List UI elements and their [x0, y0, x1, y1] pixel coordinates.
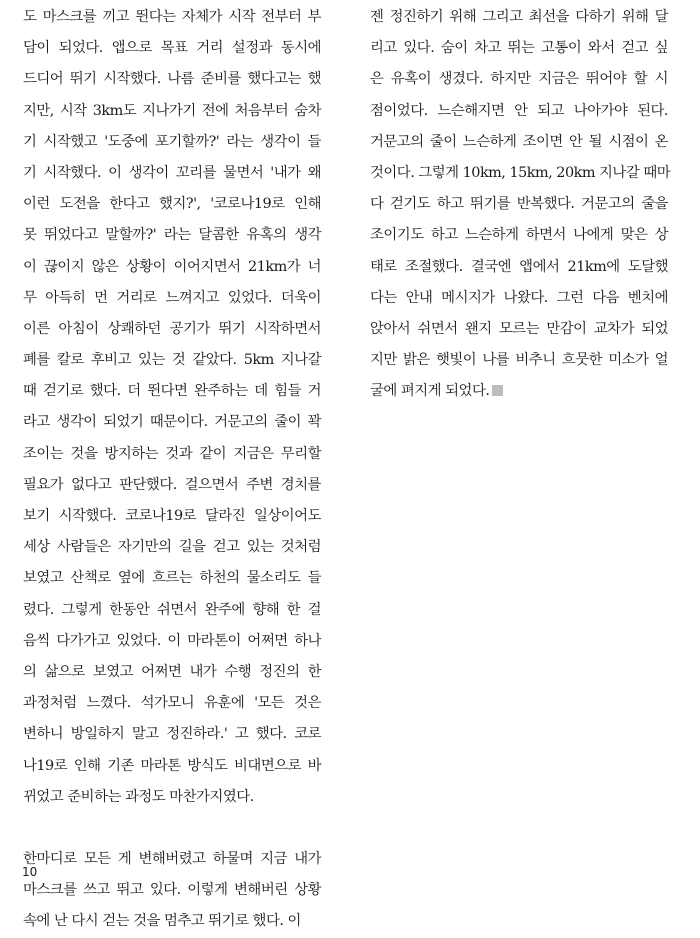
text-line: [23, 33, 321, 64]
text-line-content: 도 마스크를 끼고 뛴다는 자체가 시작 전부터 부: [23, 9, 321, 25]
text-line: [23, 595, 321, 626]
text-line: [370, 64, 668, 95]
text-line-content: 못 뛰었다고 말할까?' 라는 달콤한 유혹의 생각: [23, 227, 321, 244]
text-line: [23, 470, 321, 501]
paragraph-2: [23, 844, 321, 938]
text-line-content: 조이기도 하고 느슨하게 하면서 나에게 맞은 상: [370, 227, 668, 244]
text-line: [23, 657, 321, 688]
paragraph-3: [370, 2, 671, 407]
text-line-content: 이 끊이지 않은 상황이 이어지면서 21km가 너: [23, 258, 321, 275]
text-line-content: 젠 정진하기 위해 그리고 최선을 다하기 위해 달: [370, 9, 668, 25]
text-line: [23, 875, 321, 906]
text-line-content: 뀌었고 준비하는 과정도 마찬가지였다.: [23, 788, 254, 805]
text-line-content: 과정처럼 느꼈다. 석가모니 유훈에 '모든 것은: [23, 695, 321, 712]
left-column: [23, 2, 321, 938]
text-line-content: 기 시작했다. 이 생각이 꼬리를 물면서 '내가 왜: [23, 164, 321, 181]
text-line-content: 변하니 방일하지 말고 정진하라.' 고 했다. 코로: [23, 726, 321, 743]
text-line-content: 태로 조절했다. 결국엔 앱에서 21km에 도달했: [370, 258, 668, 275]
text-line-content: 지만, 시작 3km도 지나가기 전에 처음부터 숨차: [23, 102, 321, 119]
right-column: [370, 2, 671, 407]
text-line: [370, 376, 668, 407]
text-line: [23, 2, 321, 33]
paragraph-gap: [23, 813, 321, 844]
text-line-content: 조이는 것을 방지하는 것과 같이 지금은 무리할: [23, 445, 321, 462]
text-line: [23, 844, 321, 875]
text-line: [23, 439, 321, 470]
text-line-content: 은 유혹이 생겼다. 하지만 지금은 뛰어야 할 시: [370, 71, 668, 88]
text-line: [23, 906, 321, 937]
text-line: [23, 719, 321, 750]
text-line: [370, 158, 671, 189]
text-line: [370, 189, 668, 220]
text-line: [23, 96, 321, 127]
text-line-content: 음씩 다가가고 있었다. 이 마라톤이 어쩌면 하나: [23, 632, 321, 649]
text-line-content: 렸다. 그렇게 한동안 쉬면서 완주에 향해 한 걸: [23, 601, 321, 618]
page-number: 10: [22, 865, 38, 879]
text-line: [23, 158, 321, 189]
text-line: [23, 563, 321, 594]
text-line: [23, 127, 321, 158]
text-line: [23, 626, 321, 657]
text-line-content: 나19로 인해 기존 마라톤 방식도 비대면으로 바: [23, 757, 321, 774]
text-line-content: 드디어 뛰기 시작했다. 나름 준비를 했다고는 했: [23, 71, 321, 88]
text-line-content: 필요가 없다고 판단했다. 걸으면서 주변 경치를: [23, 476, 321, 493]
text-line: [23, 345, 321, 376]
text-line-content: 거문고의 줄이 느슨하게 조이면 안 될 시점이 온: [370, 133, 668, 150]
text-line-content: 굴에 펴지게 되었다.: [370, 383, 490, 400]
text-line: [23, 376, 321, 407]
text-line: [370, 33, 668, 64]
text-line-content: 이런 도전을 한다고 했지?', '코로나19로 인해: [23, 196, 321, 213]
text-line: [370, 314, 668, 345]
text-line: [23, 64, 321, 95]
text-line: [23, 688, 321, 719]
text-line-content: 마스크를 쓰고 뛰고 있다. 이렇게 변해버린 상황: [23, 882, 321, 899]
paragraph-1: [23, 2, 321, 813]
text-line: [23, 189, 321, 220]
text-line-content: 폐를 칼로 후비고 있는 것 같았다. 5km 지나갈: [23, 352, 321, 369]
text-line-content: 지만 밝은 햇빛이 나를 비추니 흐뭇한 미소가 얼: [370, 352, 668, 369]
text-line: [370, 96, 668, 127]
text-line-content: 담이 되었다. 앱으로 목표 거리 설정과 동시에: [23, 40, 321, 57]
text-line-content: 세상 사람들은 자기만의 길을 걷고 있는 것처럼: [23, 539, 321, 556]
text-line: [23, 407, 321, 438]
end-of-article-mark: [492, 385, 503, 396]
text-line: [370, 2, 668, 33]
text-line-content: 때 걷기로 했다. 더 뛴다면 완주하는 데 힘들 거: [23, 383, 321, 400]
text-line: [23, 782, 321, 813]
text-line: [23, 220, 321, 251]
text-line-content: 라고 생각이 되었기 때문이다. 거문고의 줄이 꽉: [23, 414, 321, 431]
text-line-content: 기 시작했고 '도중에 포기할까?' 라는 생각이 들: [23, 133, 321, 150]
text-line: [23, 314, 321, 345]
text-line: [23, 532, 321, 563]
text-line-content: 점이었다. 느슨해지면 안 되고 나아가야 된다.: [370, 102, 668, 119]
text-line: [23, 751, 321, 782]
text-line: [370, 252, 668, 283]
text-line-content: 다는 안내 메시지가 나왔다. 그런 다음 벤치에: [370, 289, 668, 306]
text-line: [23, 501, 321, 532]
text-line-content: 이른 아침이 상쾌하던 공기가 뛰기 시작하면서: [23, 320, 321, 337]
text-line: [370, 127, 668, 158]
text-line-content: 보였고 산책로 옆에 흐르는 하천의 물소리도 들: [23, 570, 321, 587]
text-line-content: 보기 시작했다. 코로나19로 달라진 일상이어도: [23, 508, 321, 524]
text-line: [370, 283, 668, 314]
text-line: [370, 345, 668, 376]
text-line-content: 속에 난 다시 걷는 것을 멈추고 뛰기로 했다. 이: [23, 913, 301, 930]
text-line-content: 의 삶으로 보였고 어쩌면 내가 수행 정진의 한: [23, 663, 321, 680]
text-line-content: 다 걷기도 하고 뛰기를 반복했다. 거문고의 줄을: [370, 196, 668, 213]
text-line-content: 것이다. 그렇게 10km, 15km, 20km 지나갈 때마: [370, 164, 671, 181]
text-line: [23, 252, 321, 283]
text-line: [370, 220, 668, 251]
text-line-content: 무 아득히 먼 거리로 느껴지고 있었다. 더욱이: [23, 289, 321, 306]
text-line-content: 한마디로 모든 게 변해버렸고 하물며 지금 내가: [23, 851, 321, 868]
text-line-content: 리고 있다. 숨이 차고 뛰는 고통이 와서 걷고 싶: [370, 40, 668, 57]
text-line-content: 앉아서 쉬면서 왠지 모르는 만감이 교차가 되었: [370, 320, 668, 337]
text-line: [23, 283, 321, 314]
